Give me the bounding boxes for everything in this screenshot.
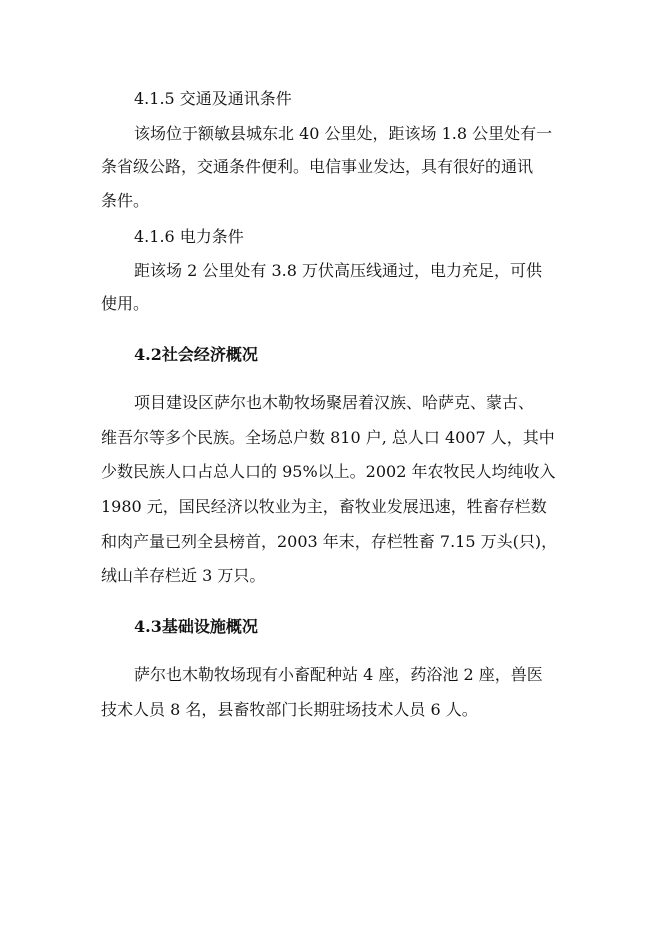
paragraph-line: 绒山羊存栏近 3 万只。 [101, 566, 266, 585]
heading-4-1-5: 4.1.5 交通及通讯条件 [134, 89, 292, 108]
paragraph-line: 和肉产量已列全县榜首，2003 年末，存栏牲畜 7.15 万头(只)， [101, 532, 558, 551]
paragraph-line: 使用。 [101, 294, 150, 313]
paragraph-line: 距该场 2 公里处有 3.8 万伏高压线通过，电力充足，可供 [134, 261, 542, 280]
paragraph-line: 1980 元，国民经济以牧业为主，畜牧业发展迅速，牲畜存栏数 [101, 497, 547, 516]
paragraph-line: 条件。 [101, 191, 150, 210]
paragraph-line: 条省级公路，交通条件便利。电信事业发达，具有很好的通讯 [101, 157, 534, 176]
paragraph-line: 技术人员 8 名，县畜牧部门长期驻场技术人员 6 人。 [101, 700, 478, 719]
paragraph-line: 少数民族人口占总人口的 95%以上。2002 年农牧民人均纯收入 [101, 462, 556, 481]
paragraph-line: 该场位于额敏县城东北 40 公里处，距该场 1.8 公里处有一 [134, 124, 553, 143]
heading-4-2: 4.2社会经济概况 [134, 345, 258, 364]
heading-4-3: 4.3基础设施概况 [134, 617, 258, 636]
heading-4-1-6: 4.1.6 电力条件 [134, 227, 244, 246]
paragraph-line: 萨尔也木勒牧场现有小畜配种站 4 座，药浴池 2 座，兽医 [134, 665, 543, 684]
paragraph-line: 维吾尔等多个民族。全场总户数 810 户, 总人口 4007 人，其中 [101, 428, 555, 447]
paragraph-line: 项目建设区萨尔也木勒牧场聚居着汉族、哈萨克、蒙古、 [134, 393, 535, 412]
